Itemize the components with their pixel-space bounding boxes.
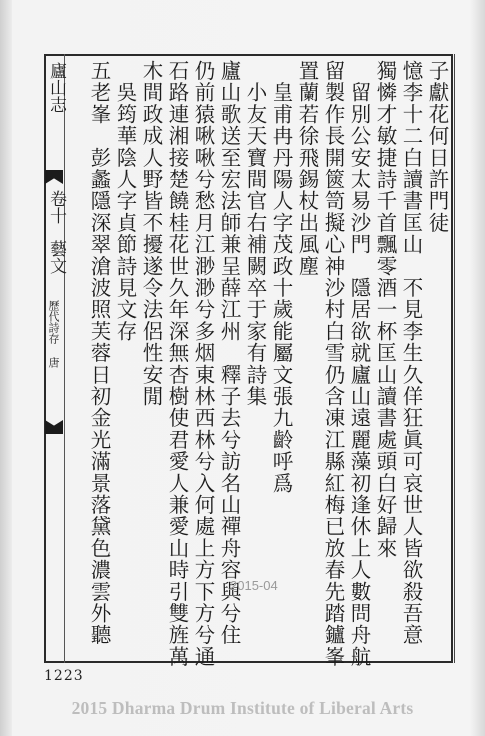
margin-volume: 卷十: [46, 190, 66, 224]
margin-subsection: 歷代詩存 唐: [47, 300, 60, 368]
text-column: 石路連湘接楚饒桂花世久年深無杏樹使君愛人兼愛山時引雙旌萬: [165, 60, 189, 668]
text-column: 獨憐才敏捷詩千首飄零酒一杯匡山讀書處頭白好歸來: [373, 60, 397, 560]
margin-section: 藝文: [46, 240, 66, 274]
book-gutter: [0, 0, 12, 736]
margin-title: 廬山志: [46, 62, 66, 113]
text-column: 留別公安太易沙門 隱居欲就廬山遠麗藻初逢休上人數問舟航: [347, 60, 371, 668]
frame-inner-line: [454, 54, 455, 663]
text-column: 留製作長開篋笥擬心神沙村白雪仍含凍江縣紅梅已放春先踏鑪峯: [321, 60, 345, 668]
text-column: 吳筠華陰人字貞節詩見文存: [113, 60, 137, 343]
text-column: 仍前猿啾啾兮愁月江渺渺兮多烟東林西林兮入何處上方下方兮通: [191, 60, 215, 668]
text-column: 廬山歌送至宏法師兼呈薛江州 釋子去兮訪名山禪舟容與兮住: [217, 60, 241, 646]
text-column: 小友天寶間官右補闕卒于家有詩集: [243, 60, 267, 408]
margin-divider: [64, 54, 65, 663]
text-column: 五老峯 彭蠡隱深翠滄波照芙蓉日初金光滿景落黛色濃雲外聽: [87, 60, 111, 646]
text-column: 木間政成人野皆不擾遂令法侶性安閒: [139, 60, 163, 408]
text-column: 置蘭若徐飛錫杖出風塵: [295, 60, 319, 277]
text-column: 憶李十二白讀書匡山 不見李生久佯狂眞可哀世人皆欲殺吾意: [399, 60, 423, 646]
date-watermark: 2015-04: [230, 578, 278, 593]
footer-watermark: 2015 Dharma Drum Institute of Liberal Arts: [71, 698, 414, 718]
page-number: 1223: [44, 668, 84, 684]
text-column: 皇甫冉丹陽人字茂政十歲能屬文張九齡呼爲: [269, 60, 293, 494]
text-column: 子獻花何日許門徒: [425, 60, 449, 234]
